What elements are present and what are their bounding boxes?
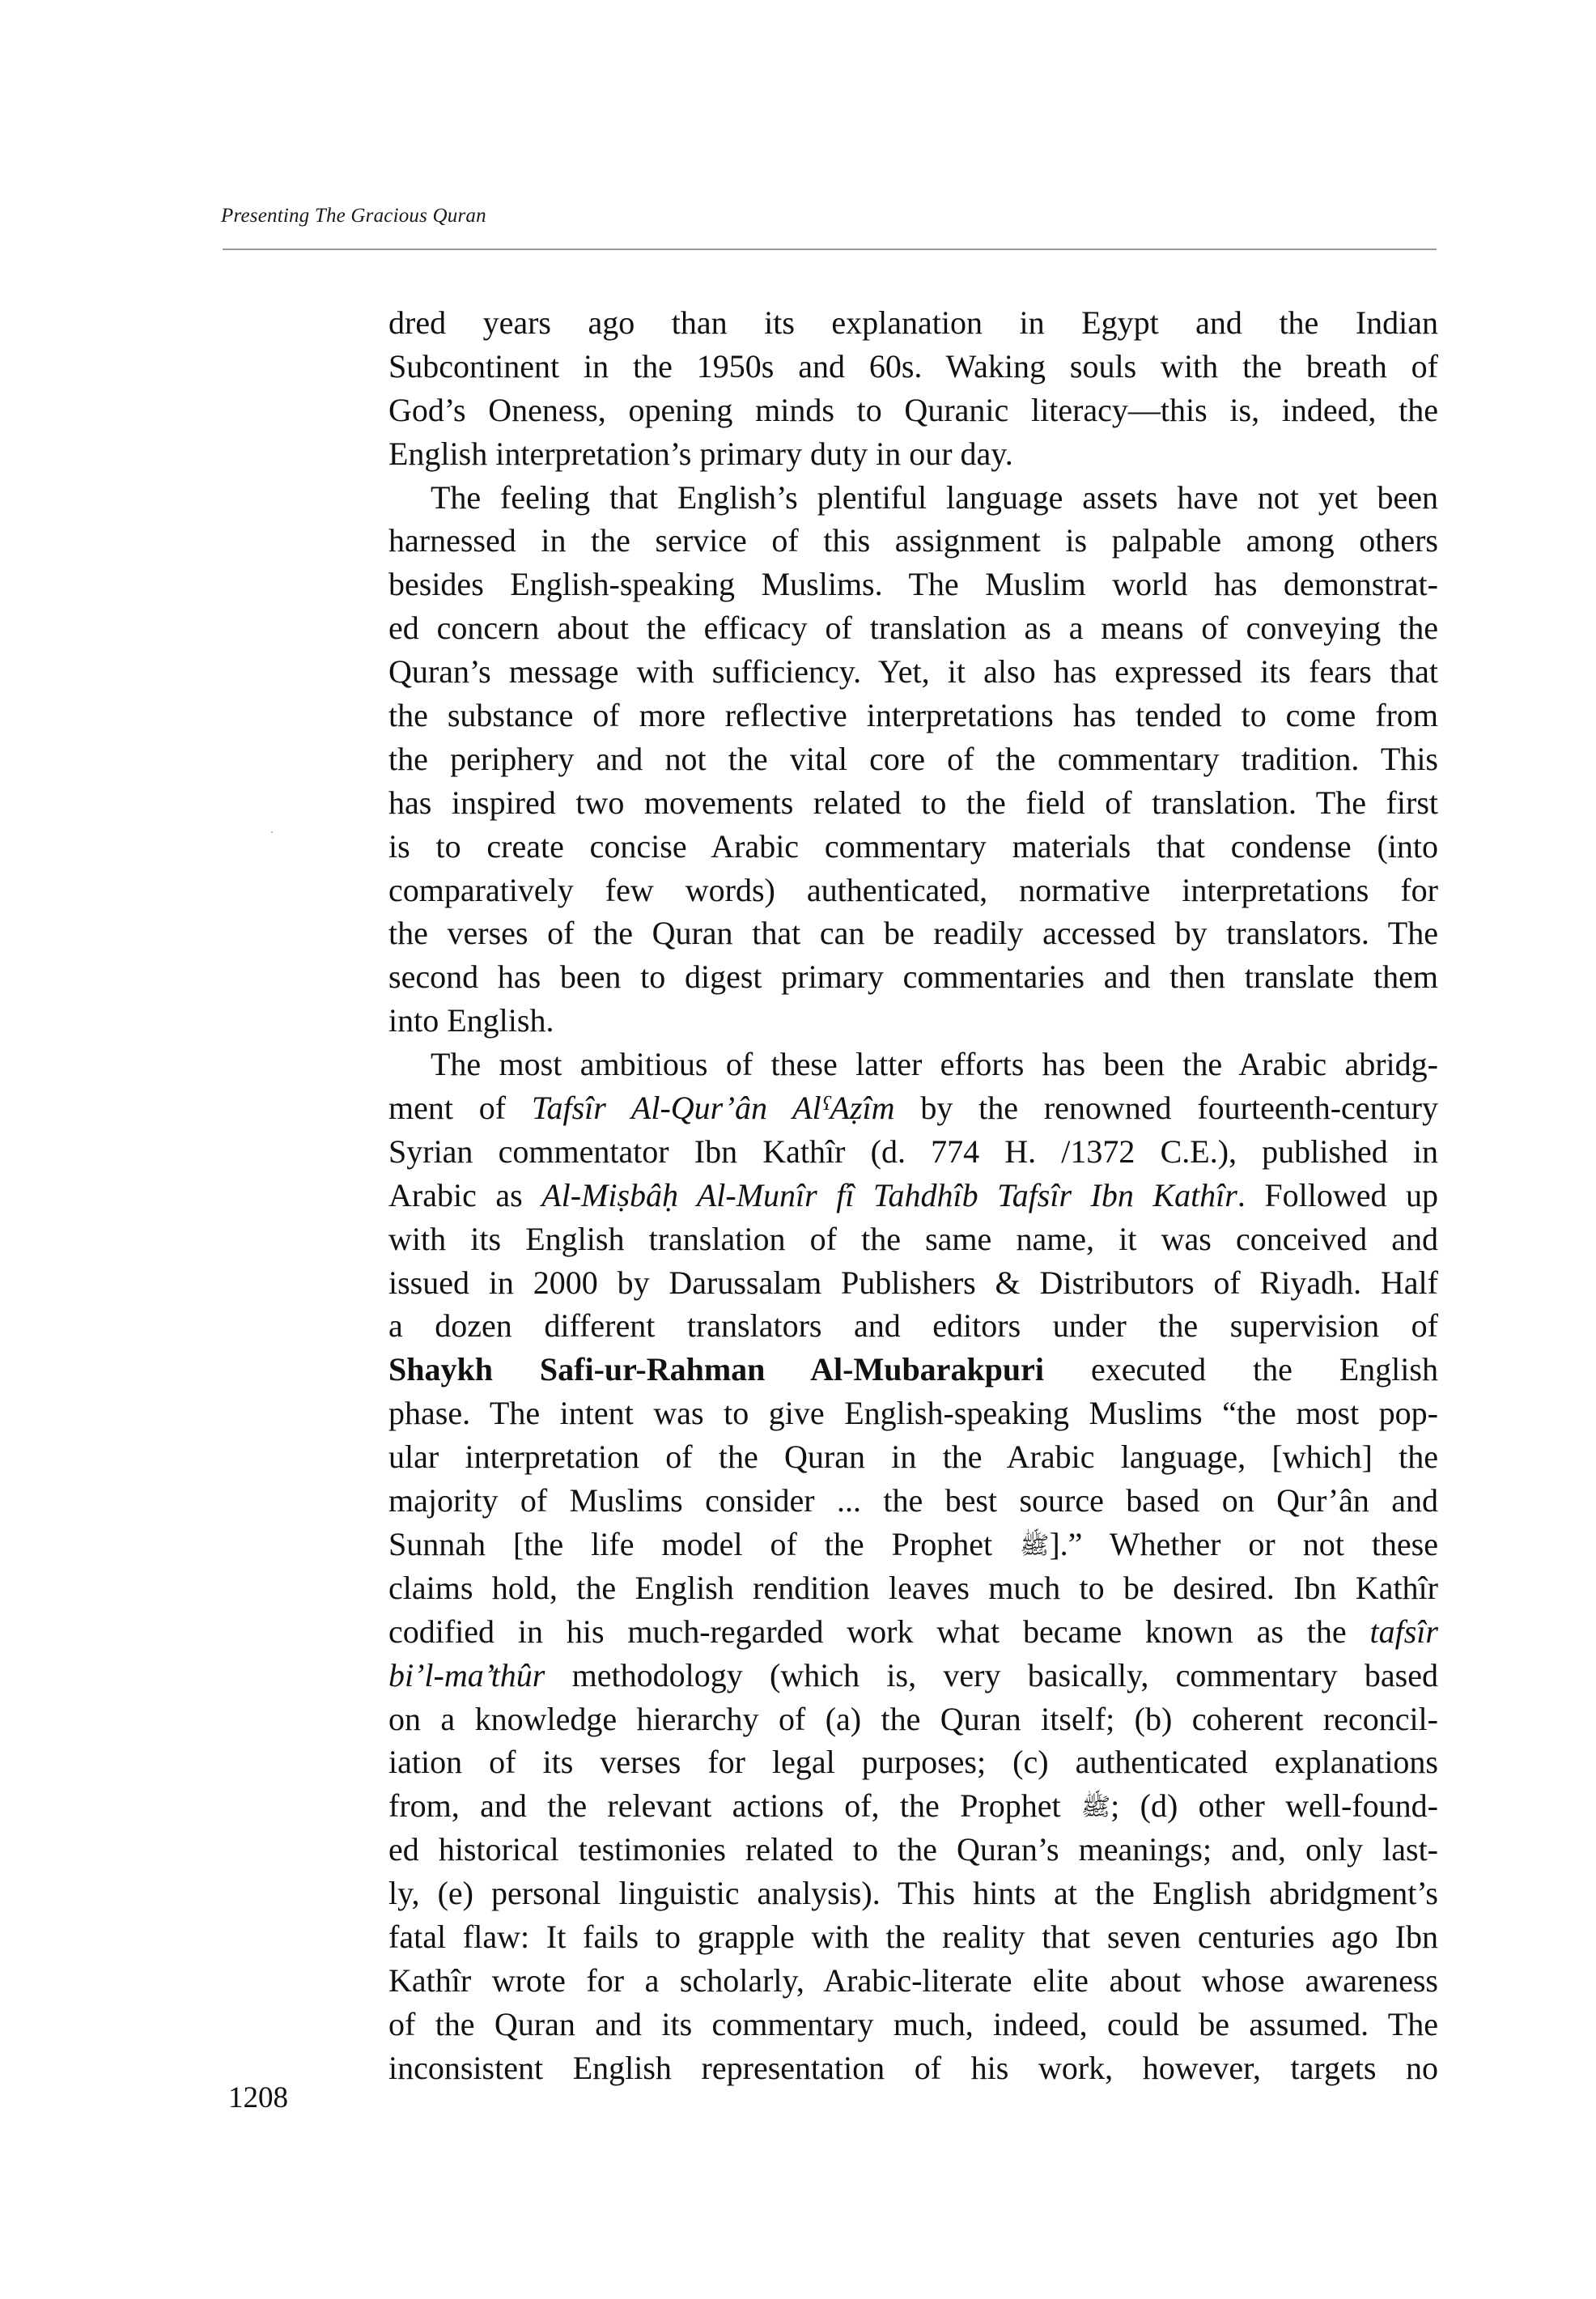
- paragraph: [388, 476, 1438, 1043]
- text-run: the periphery and not the vital core of the commentary tradition. This: [388, 740, 1438, 777]
- text-line: [388, 869, 1438, 912]
- text-run: the substance of more reflective interpretations has tended to come from: [388, 697, 1438, 734]
- text-run: Quran’s message with sufficiency. Yet, it also has expressed its fears that: [388, 653, 1438, 691]
- text-line: [388, 955, 1438, 999]
- text-line: [388, 737, 1438, 781]
- paragraph: [388, 301, 1438, 476]
- italic-term: Al-Miṣbâḥ Al-Munîr fî Tahdhîb Tafsîr Ibn Kathîr: [541, 1176, 1237, 1213]
- text-run: Kathîr wrote for a scholarly, Arabic-literate elite about whose awareness: [388, 1961, 1438, 1999]
- text-run: ed historical testimonies related to the Quran’s meanings; and, only last-: [388, 1831, 1438, 1868]
- text-run: The feeling that English’s plentiful language assets have not yet been: [431, 478, 1438, 516]
- text-line: [388, 1828, 1438, 1872]
- text-run: executed the English: [1044, 1351, 1438, 1388]
- text-run: issued in 2000 by Darussalam Publishers & Distributors of Riyadh. Half: [388, 1264, 1438, 1301]
- running-head-title: Presenting The Gracious Quran: [221, 205, 486, 227]
- text-line: [388, 301, 1438, 345]
- text-line: [388, 1435, 1438, 1479]
- text-line: [388, 1610, 1438, 1654]
- text-run: iation of its verses for legal purposes; (c) authenticated explanations: [388, 1744, 1438, 1781]
- text-run: second has been to digest primary commentaries and then translate them: [388, 958, 1438, 996]
- text-line: [388, 1959, 1438, 2003]
- text-run: has inspired two movements related to the field of translation. The first: [388, 784, 1438, 821]
- text-run: Syrian commentator Ibn Kathîr (d. 774 H. /1372 C.E.), published in: [388, 1133, 1438, 1170]
- text-run: phase. The intent was to give English-speaking Muslims “the most pop-: [388, 1395, 1438, 1432]
- salawat-ligature-icon: ﷺ: [1020, 1532, 1050, 1559]
- bold-name: Shaykh Safi-ur-Rahman Al-Mubarakpuri: [388, 1351, 1045, 1388]
- text-run: ].” Whether or not these: [1049, 1525, 1439, 1562]
- text-run: on a knowledge hierarchy of (a) the Quran itself; (b) coherent reconcil-: [388, 1700, 1438, 1737]
- text-line: [388, 519, 1438, 563]
- text-run: a dozen different translators and editors under the supervision of: [388, 1307, 1438, 1345]
- text-line: [388, 1740, 1438, 1784]
- text-run: ular interpretation of the Quran in the Arabic language, [which] the: [388, 1438, 1438, 1476]
- text-run: . Followed up: [1237, 1176, 1439, 1213]
- text-run: English interpretation’s primary duty in our day.: [388, 435, 1013, 472]
- text-line: [388, 912, 1438, 955]
- text-line: [388, 781, 1438, 825]
- text-run: claims hold, the English rendition leaves much to be desired. Ibn Kathîr: [388, 1569, 1438, 1606]
- italic-term: tafsîr: [1369, 1613, 1438, 1650]
- text-run: Subcontinent in the 1950s and 60s. Waking souls with the breath of: [388, 347, 1438, 385]
- text-line: [388, 1654, 1438, 1698]
- text-run: God’s Oneness, opening minds to Quranic literacy—this is, indeed, the: [388, 391, 1438, 428]
- text-line: [388, 1304, 1438, 1348]
- text-line: [388, 1174, 1438, 1217]
- text-line: [388, 2046, 1438, 2090]
- text-line: [388, 1392, 1438, 1435]
- text-run: Sunnah [the life model of the Prophet: [388, 1525, 1021, 1562]
- italic-term: Tafsîr Al-Qur’ân AlˤAẓîm: [531, 1090, 895, 1127]
- italic-term: bi’l-ma’thûr: [388, 1656, 545, 1693]
- text-run: from, and the relevant actions of, the Prophet: [388, 1787, 1081, 1825]
- scan-speck: [271, 831, 273, 833]
- paragraph: [388, 1043, 1438, 2089]
- text-line: [388, 1523, 1438, 1566]
- text-line: [388, 389, 1438, 432]
- text-line: [388, 1130, 1438, 1174]
- text-line: [388, 694, 1438, 737]
- text-line: [388, 432, 1438, 476]
- text-line: [388, 825, 1438, 869]
- text-line: [388, 1086, 1438, 1130]
- text-run: codified in his much-regarded work what became known as the: [388, 1613, 1370, 1650]
- text-run: inconsistent English representation of his work, however, targets no: [388, 2049, 1438, 2086]
- text-line: [388, 1915, 1438, 1959]
- text-run: is to create concise Arabic commentary materials that condense (into: [388, 827, 1438, 865]
- text-run: Arabic as: [388, 1176, 542, 1213]
- text-line: [388, 1043, 1438, 1086]
- text-run: into English.: [388, 1002, 554, 1039]
- text-line: [388, 563, 1438, 606]
- text-run: comparatively few words) authenticated, normative interpretations for: [388, 871, 1438, 908]
- text-line: [388, 1261, 1438, 1305]
- text-run: of the Quran and its commentary much, indeed, could be assumed. The: [388, 2005, 1438, 2042]
- body-text: [388, 301, 1438, 2090]
- header-rule-divider: [223, 249, 1437, 250]
- text-run: ment of: [388, 1090, 532, 1127]
- text-line: [388, 2003, 1438, 2046]
- text-line: [388, 1698, 1438, 1741]
- text-line: [388, 1784, 1438, 1828]
- salawat-ligature-icon: ﷺ: [1080, 1794, 1111, 1821]
- text-run: dred years ago than its explanation in Egypt and the Indian: [388, 304, 1438, 341]
- text-line: [388, 345, 1438, 389]
- text-run: the verses of the Quran that can be readily accessed by translators. The: [388, 915, 1438, 952]
- text-line: [388, 999, 1438, 1043]
- page-number: 1208: [228, 2081, 288, 2114]
- text-run: by the renowned fourteenth-century: [894, 1090, 1438, 1127]
- text-line: [388, 1479, 1438, 1523]
- text-run: with its English translation of the same name, it was conceived and: [388, 1220, 1438, 1257]
- text-run: besides English-speaking Muslims. The Muslim world has demonstrat-: [388, 566, 1438, 603]
- text-run: The most ambitious of these latter efforts has been the Arabic abridg-: [431, 1046, 1438, 1083]
- text-line: [388, 1872, 1438, 1915]
- text-line: [388, 1217, 1438, 1261]
- text-run: ly, (e) personal linguistic analysis). This hints at the English abridgment’s: [388, 1875, 1438, 1912]
- text-line: [388, 650, 1438, 694]
- text-line: [388, 606, 1438, 650]
- text-run: ed concern about the efficacy of translation as a means of conveying the: [388, 610, 1438, 647]
- text-line: [388, 1566, 1438, 1610]
- text-run: ; (d) other well-found-: [1110, 1787, 1438, 1825]
- text-run: harnessed in the service of this assignment is palpable among others: [388, 522, 1438, 559]
- text-run: majority of Muslims consider ... the best source based on Qur’ân and: [388, 1482, 1438, 1519]
- text-run: methodology (which is, very basically, commentary based: [545, 1656, 1438, 1693]
- text-line: [388, 1348, 1438, 1392]
- text-run: fatal flaw: It fails to grapple with the reality that seven centuries ago Ibn: [388, 1918, 1438, 1955]
- text-line: [388, 476, 1438, 520]
